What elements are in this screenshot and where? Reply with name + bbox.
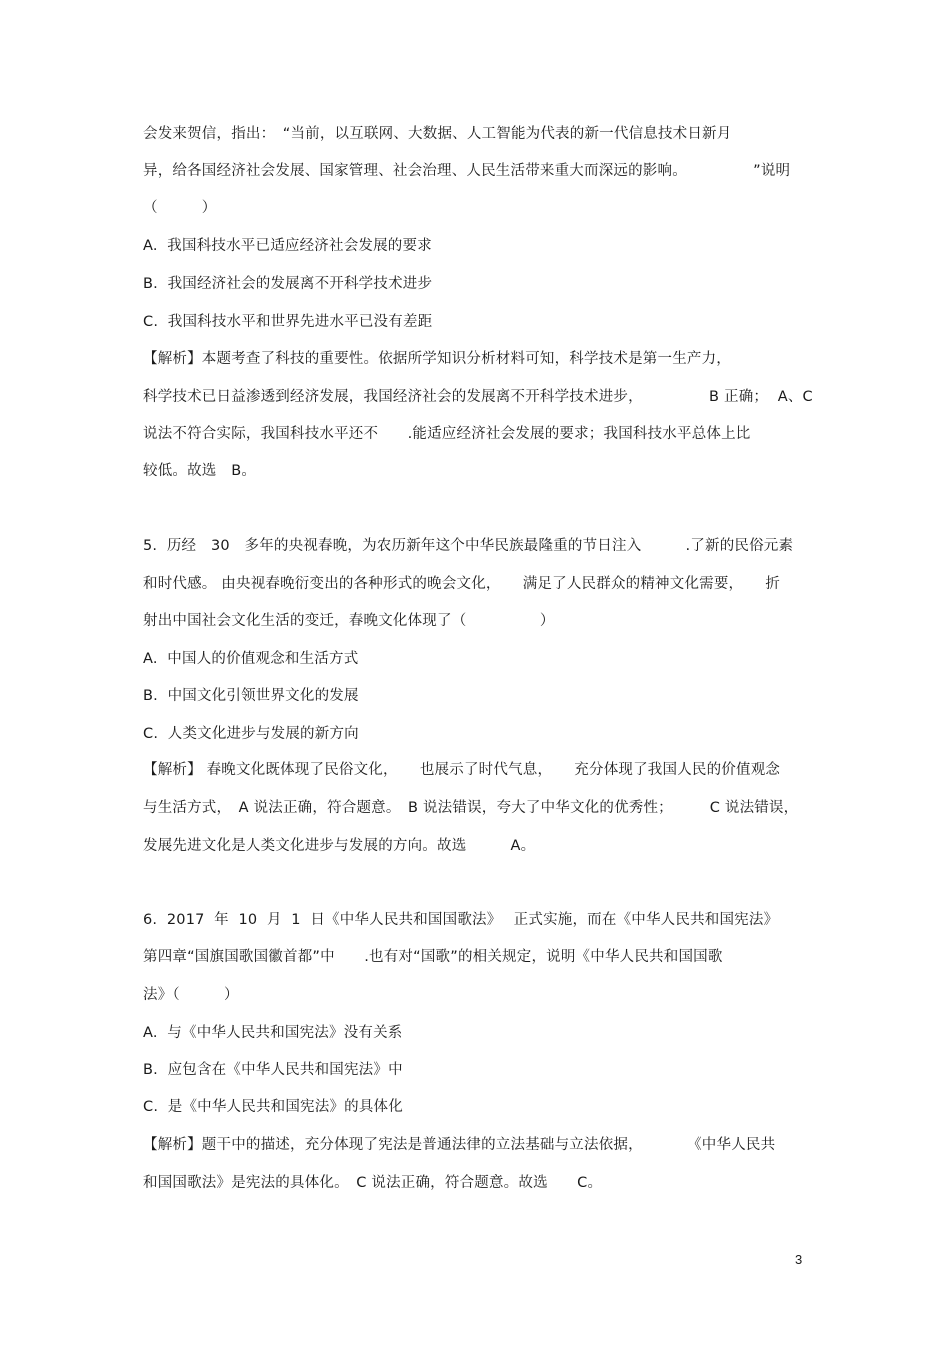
q5-analysis-line-3: 发展先进文化是人类文化进步与发展的方向。故选 A。: [143, 838, 536, 854]
q4-analysis-line-1: 【解析】本题考查了科技的重要性。依据所学知识分析材料可知，科学技术是第一生产力，: [143, 351, 731, 367]
q4-analysis-line-3: 说法不符合实际，我国科技水平还不 .能适应经济社会发展的要求；我国科技水平总体上比: [143, 426, 751, 442]
q5-stem-line-2: 和时代感。 由央视春晚衍变出的各种形式的晚会文化， 满足了人民群众的精神文化需要， 折: [143, 576, 781, 592]
q5-option-b: B. 中国文化引领世界文化的发展: [143, 688, 359, 704]
q6-option-a: A. 与《中华人民共和国宪法》没有关系: [143, 1025, 403, 1041]
q5-stem-line-3: 射出中国社会文化生活的变迁，春晚文化体现了（ ）: [143, 613, 555, 629]
q4-option-b: B. 我国经济社会的发展离不开科学技术进步: [143, 276, 433, 292]
q4-analysis-line-4: 较低。故选 B。: [143, 463, 257, 479]
q6-stem-line-3: 法》（ ）: [143, 987, 239, 1003]
q5-analysis-line-2: 与生活方式， A 说法正确，符合题意。 B 说法错误，夸大了中华文化的优秀性； C 说法错误，: [143, 800, 799, 816]
q6-option-b: B. 应包含在《中华人民共和国宪法》中: [143, 1062, 403, 1078]
q4-stem-line-3: （ ）: [143, 200, 217, 216]
q4-stem-line-2: 异，给各国经济社会发展、国家管理、社会治理、人民生活带来重大而深远的影响。 ”说明: [143, 163, 791, 179]
q5-analysis-line-1: 【解析】 春晚文化既体现了民俗文化， 也展示了时代气息， 充分体现了我国人民的价值观念: [143, 762, 781, 778]
q4-option-c: C. 我国科技水平和世界先进水平已没有差距: [143, 314, 433, 330]
page-number: 3: [795, 1252, 803, 1267]
q6-analysis-line-2: 和国国歌法》是宪法的具体化。 C 说法正确，符合题意。故选 C。: [143, 1175, 603, 1191]
q5-stem-line-1: 5. 历经 30 多年的央视春晚，为农历新年这个中华民族最隆重的节日注入 .了新的民俗元素: [143, 538, 794, 554]
q6-stem-line-2: 第四章“国旗国歌国徽首都”中 .也有对“国歌”的相关规定，说明《中华人民共和国国歌: [143, 949, 723, 965]
q5-option-a: A. 中国人的价值观念和生活方式: [143, 651, 359, 667]
q6-option-c: C. 是《中华人民共和国宪法》的具体化: [143, 1099, 403, 1115]
q4-option-a: A. 我国科技水平已适应经济社会发展的要求: [143, 238, 432, 254]
q6-stem-line-1: 6. 2017 年 10 月 1 日《中华人民共和国国歌法》 正式实施，而在《中华人民共和国宪法》: [143, 912, 779, 928]
q6-analysis-line-1: 【解析】题干中的描述，充分体现了宪法是普通法律的立法基础与立法依据， 《中华人民共: [143, 1137, 776, 1153]
q4-stem-line-1: 会发来贺信，指出： “当前，以互联网、大数据、人工智能为代表的新一代信息技术日新月: [143, 126, 732, 142]
q4-analysis-line-2: 科学技术已日益渗透到经济发展，我国经济社会的发展离不开科学技术进步， B 正确； A、C: [143, 389, 813, 405]
q5-option-c: C. 人类文化进步与发展的新方向: [143, 726, 359, 742]
